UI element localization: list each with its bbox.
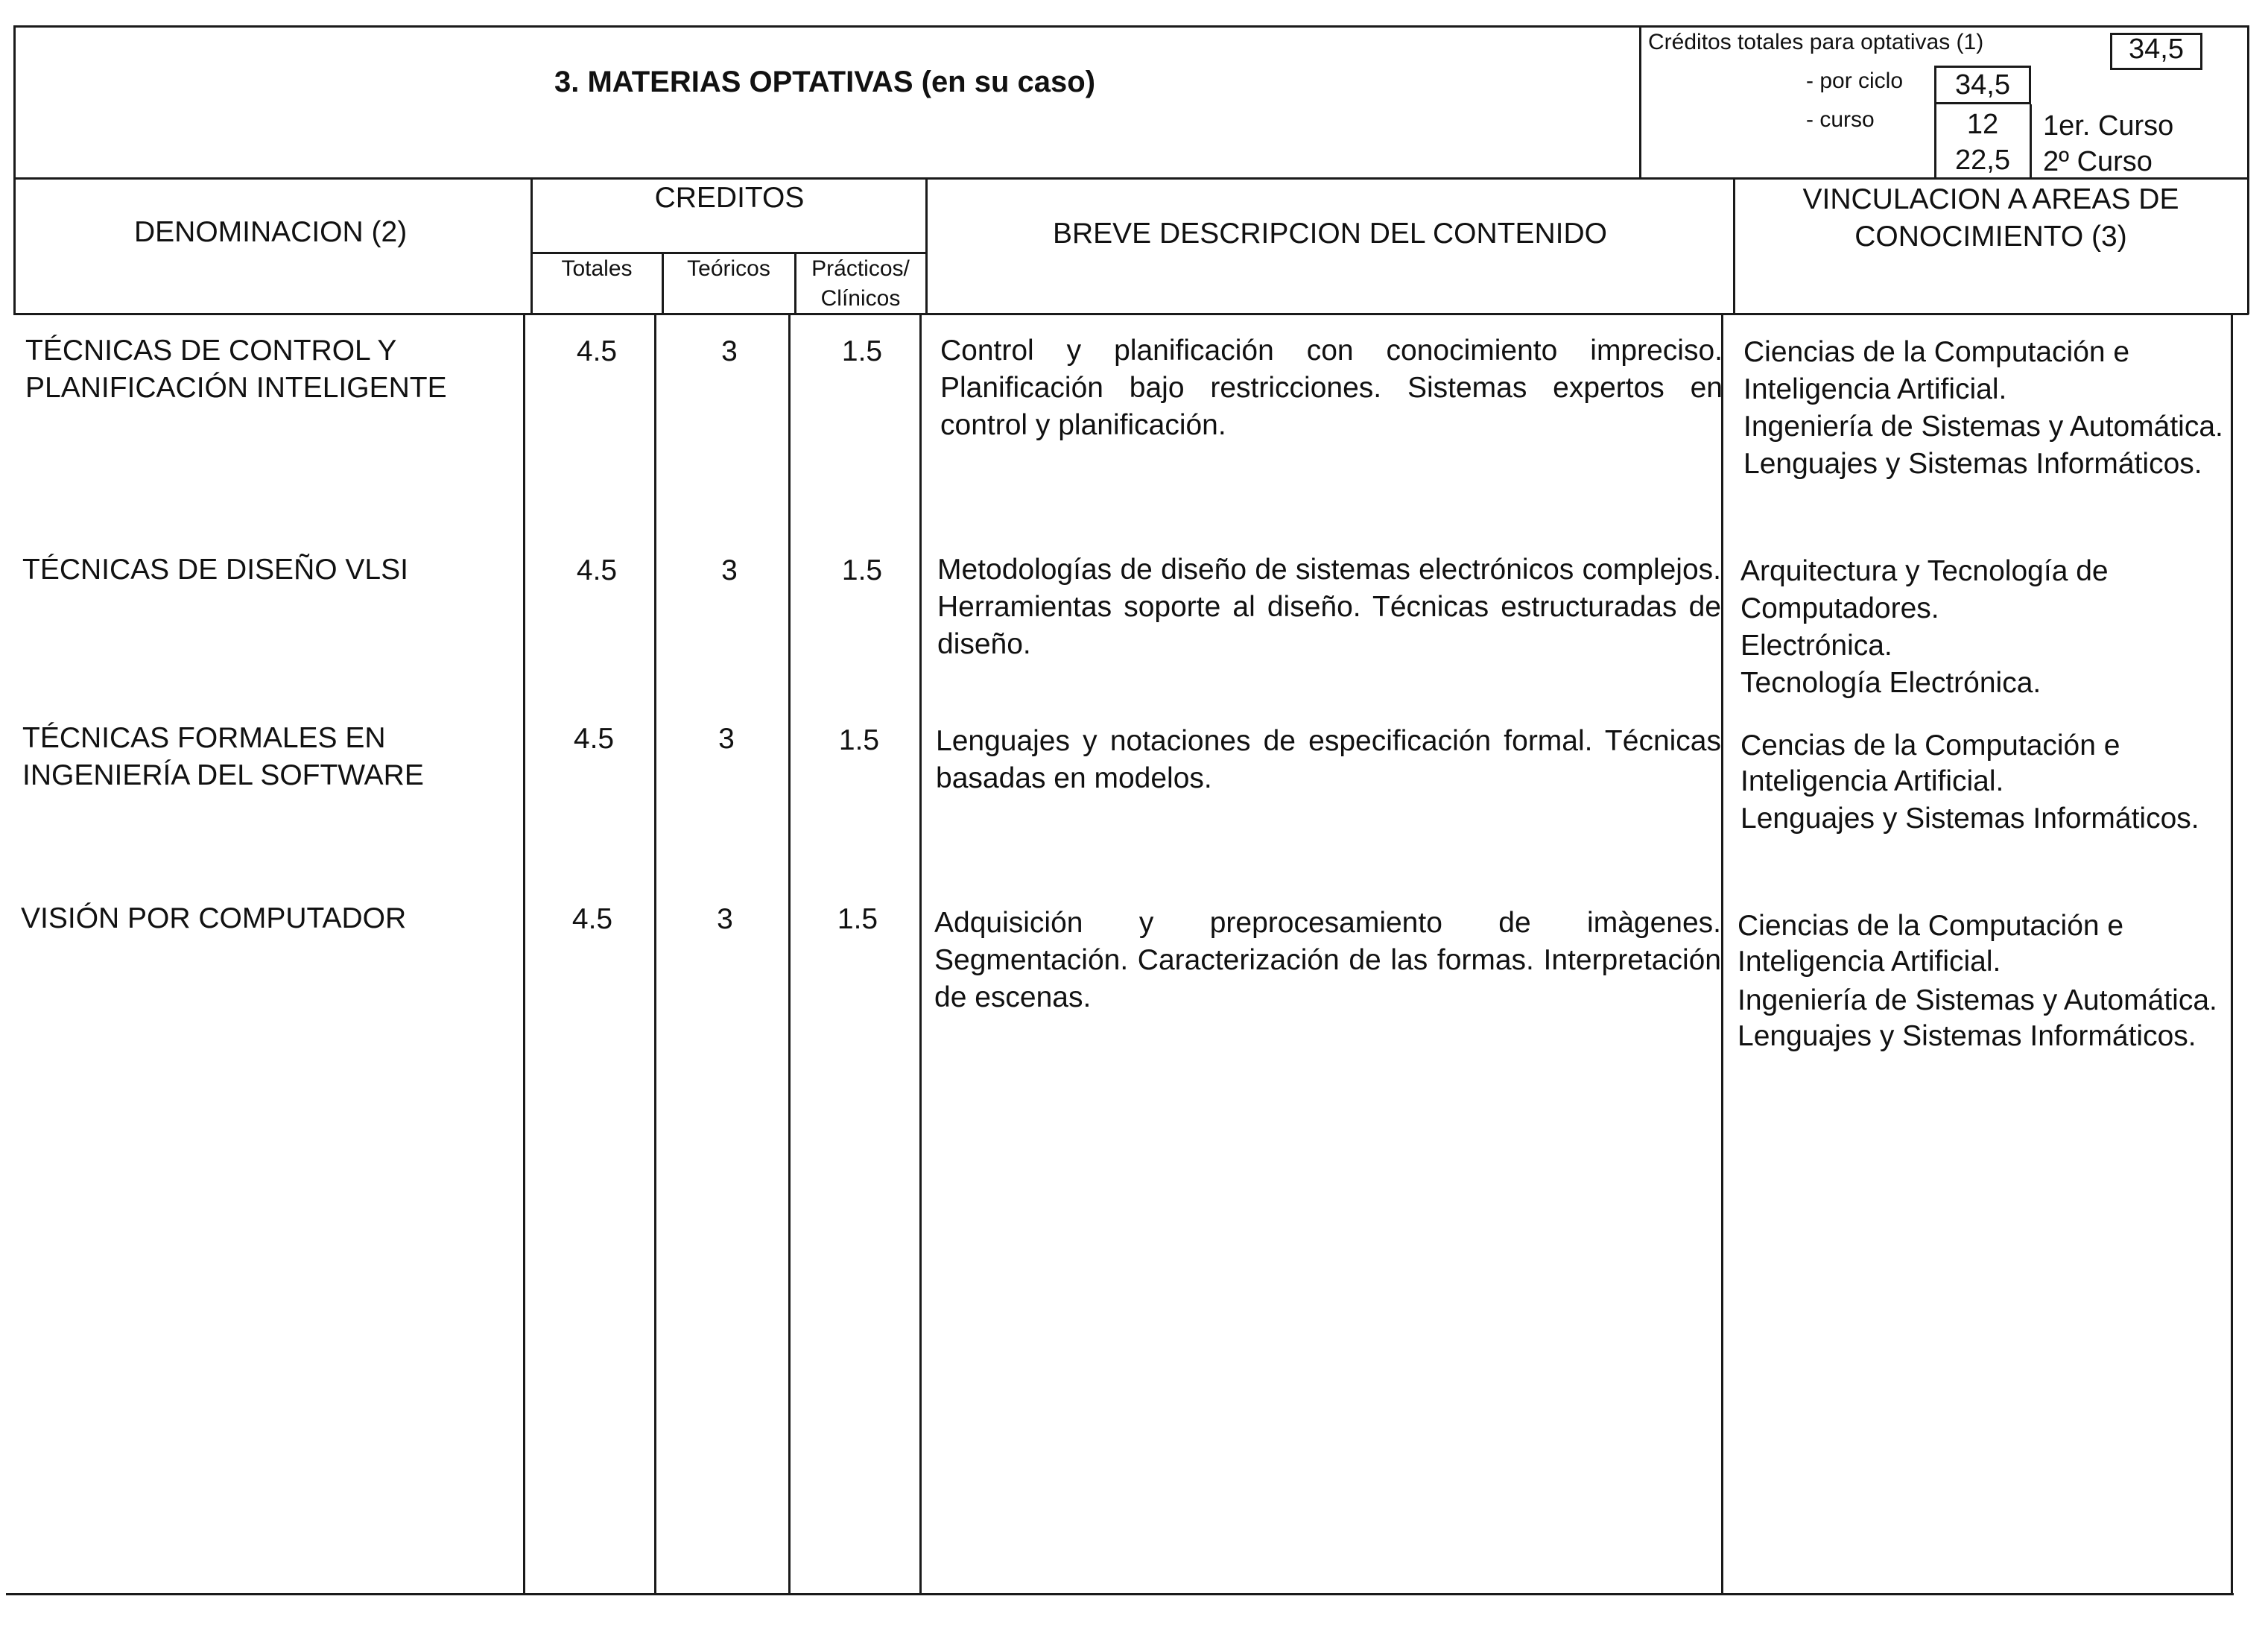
row-3-name: TÉCNICAS FORMALES EN INGENIERÍA DEL SOFTWARE [22, 722, 424, 791]
por-ciclo-label: - por ciclo [1806, 69, 1904, 93]
col-divider-descripcion-body [1721, 313, 1723, 1595]
col-header-descripcion: BREVE DESCRIPCION DEL CONTENIDO [1052, 218, 1607, 250]
row-3-area-1: Cencias de la Computación e [1740, 729, 2120, 762]
col-divider-totales-body [654, 313, 656, 1595]
row-2-area-3: Electrónica. [1740, 630, 1892, 662]
row-1-totales: 4.5 [576, 335, 618, 367]
col-header-practicos: Prácticos/ [811, 256, 910, 281]
page-title: 3. MATERIAS OPTATIVAS (en su caso) [554, 66, 1096, 98]
curso-box-right [2030, 104, 2032, 179]
row-1-area-2: Inteligencia Artificial. [1743, 373, 2007, 405]
col-divider-creditos-body [919, 313, 922, 1595]
curso-2-label: 2º Curso [2043, 146, 2153, 177]
row-2-area-1: Arquitectura y Tecnología de [1740, 555, 2109, 587]
row-2-area-2: Computadores. [1740, 592, 1939, 624]
frame-right-border-lower [2231, 313, 2233, 1595]
row-4-practicos: 1.5 [837, 903, 878, 935]
row-1-name: TÉCNICAS DE CONTROL Y PLANIFICACIÓN INTELIGENTE [25, 335, 447, 404]
row-1-practicos: 1.5 [841, 335, 883, 367]
curso-1-value: 12 [1966, 109, 1999, 140]
curso-label: - curso [1806, 107, 1875, 132]
creditos-totales-label: Créditos totales para optativas (1) [1648, 30, 1984, 54]
row-3-descripcion: Lenguajes y notaciones de especificación formal. Técnicas basadas en modelos. [936, 725, 1721, 794]
row-3-area-3: Lenguajes y Sistemas Informáticos. [1740, 803, 2199, 835]
row-4-name: VISIÓN POR COMPUTADOR [21, 902, 407, 934]
frame-left-border [13, 25, 16, 314]
frame-bottom-border [6, 1593, 2234, 1595]
row-1-area-3: Ingeniería de Sistemas y Automática. [1743, 411, 2223, 443]
row-4-area-2: Inteligencia Artificial. [1738, 946, 2001, 978]
creditos-sub-divider [530, 252, 927, 254]
row-2-name: TÉCNICAS DE DISEÑO VLSI [22, 554, 408, 586]
row-1-teoricos: 3 [721, 335, 738, 367]
por-ciclo-value: 34,5 [1955, 69, 2010, 101]
curso-1-label: 1er. Curso [2043, 110, 2174, 142]
creditos-totales-value: 34,5 [2129, 34, 2184, 65]
col-header-vinculacion-2: CONOCIMIENTO (3) [1854, 221, 2127, 253]
col-divider-denominacion-body [523, 313, 525, 1595]
header-bottom-border [13, 177, 2249, 180]
col-header-clinicos: Clínicos [820, 286, 901, 311]
row-2-area-4: Tecnología Electrónica. [1740, 667, 2041, 699]
frame-top-border [13, 25, 2249, 28]
row-4-totales: 4.5 [571, 903, 613, 935]
row-3-totales: 4.5 [573, 723, 615, 755]
col-header-denominacion: DENOMINACION (2) [134, 216, 408, 248]
row-2-practicos: 1.5 [841, 554, 883, 586]
colhead-bottom-border [13, 313, 2249, 315]
row-4-descripcion: Adquisición y preprocesamiento de imàgenes. Segmentación. Caracterización de las formas. Interpretación de escenas. [934, 907, 1721, 1013]
row-1-area-1: Ciencias de la Computación e [1743, 336, 2130, 368]
row-1-descripcion: Control y planificación con conocimiento impreciso. Planificación bajo restricciones. Sistemas expertos en control y planificación. [940, 335, 1723, 441]
curso-2-value: 22,5 [1955, 145, 2010, 176]
row-2-teoricos: 3 [721, 554, 738, 586]
row-4-teoricos: 3 [717, 903, 733, 935]
row-1-area-4: Lenguajes y Sistemas Informáticos. [1743, 448, 2202, 480]
row-2-descripcion: Metodologías de diseño de sistemas electrónicos complejos. Herramientas soporte al diseño. Técnicas estructuradas de diseño. [937, 554, 1721, 660]
col-header-creditos: CREDITOS [654, 182, 805, 214]
col-header-totales: Totales [561, 256, 633, 281]
row-3-practicos: 1.5 [838, 724, 880, 756]
row-2-totales: 4.5 [576, 554, 618, 586]
row-4-area-3: Ingeniería de Sistemas y Automática. [1738, 984, 2217, 1016]
header-divider [1639, 25, 1641, 179]
col-header-teoricos: Teóricos [687, 256, 770, 281]
frame-right-border [2247, 25, 2249, 314]
col-divider-teoricos-body [788, 313, 791, 1595]
row-4-area-4: Lenguajes y Sistemas Informáticos. [1738, 1020, 2196, 1052]
row-3-teoricos: 3 [718, 723, 735, 755]
col-header-vinculacion-1: VINCULACION A AREAS DE [1802, 183, 2179, 215]
row-3-area-2: Inteligencia Artificial. [1740, 765, 2004, 797]
row-4-area-1: Ciencias de la Computación e [1738, 910, 2124, 942]
